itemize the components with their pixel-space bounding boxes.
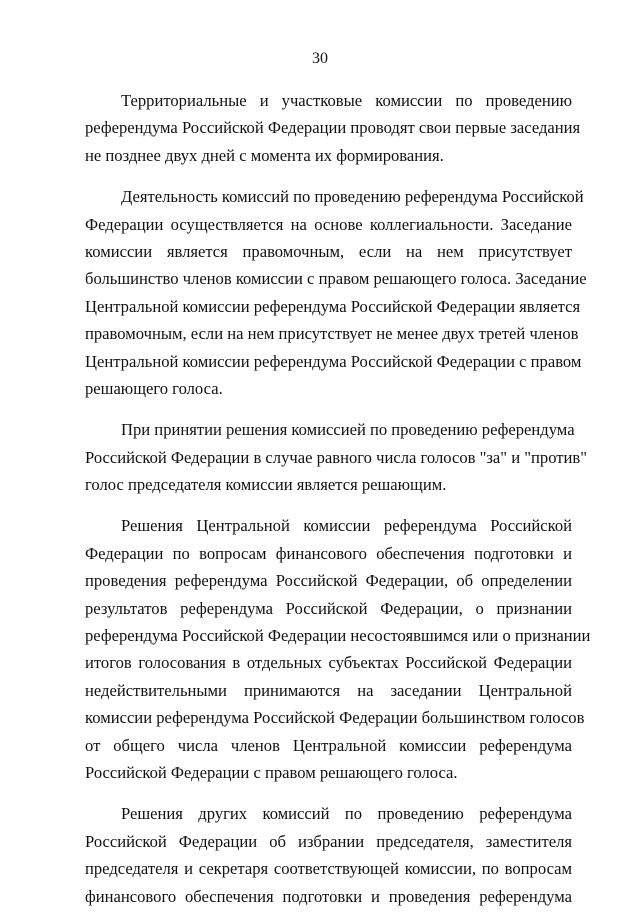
text-line: итогов голосования в отдельных субъектах Российской Федерации	[85, 653, 572, 673]
text-line: референдума Российской Федерации проводят свои первые заседания	[85, 118, 581, 138]
page-number: 30	[312, 50, 328, 67]
text-line: не позднее двух дней с момента их формирования.	[85, 145, 444, 165]
text-line: большинство членов комиссии с правом решающего голоса. Заседание	[85, 269, 587, 289]
text-line: Российской Федерации об избрании председателя, заместителя	[85, 831, 572, 851]
text-line: Федерации по вопросам финансового обеспечения подготовки и	[85, 543, 572, 563]
paragraph-tie-vote	[85, 416, 588, 498]
text-line: Центральной комиссии референдума Российской Федерации является	[85, 296, 581, 316]
text-line: комиссии референдума Российской Федерации большинством голосов	[85, 708, 585, 728]
text-line: правомочным, если на нем присутствует не менее двух третей членов	[85, 324, 579, 344]
text-line: финансового обеспечения подготовки и проведения референдума	[85, 886, 572, 906]
text-line: от общего числа членов Центральной комиссии референдума	[85, 735, 572, 755]
text-line: недействительными принимаются на заседании Центральной	[85, 680, 572, 700]
text-line: проведения референдума Российской Федерации, об определении	[85, 571, 572, 591]
text-line: При принятии решения комиссией по проведению референдума	[121, 420, 575, 440]
text-line: референдума Российской Федерации несостоявшимся или о признании	[85, 626, 591, 646]
paragraph-commission-first-meetings	[85, 87, 581, 169]
text-line: Федерации осуществляется на основе коллегиальности. Заседание	[85, 214, 572, 234]
text-line: решающего голоса.	[85, 378, 223, 398]
paragraph-other-commissions-decisions	[85, 800, 572, 910]
text-line: Решения Центральной комиссии референдума Российской	[121, 516, 572, 536]
paragraph-central-commission-decisions	[85, 512, 591, 786]
text-line: голос председателя комиссии является решающим.	[85, 475, 447, 495]
document-body	[85, 87, 591, 924]
text-line: Российской Федерации в случае равного числа голосов "за" и "против"	[85, 447, 588, 467]
text-line: комиссии является правомочным, если на нем присутствует	[85, 241, 572, 261]
text-line: Решения других комиссий по проведению референдума	[121, 804, 572, 824]
text-line: результатов референдума Российской Федерации, о признании	[85, 598, 572, 618]
text-line: председателя и секретаря соответствующей комиссии, по вопросам	[85, 859, 572, 879]
paragraph-collegiality	[85, 183, 587, 402]
text-line: Центральной комиссии референдума Российской Федерации с правом	[85, 351, 582, 371]
text-line: Территориальные и участковые комиссии по проведению	[121, 91, 572, 110]
text-line: Деятельность комиссий по проведению референдума Российской	[121, 187, 584, 207]
text-line: Российской Федерации с правом решающего голоса.	[85, 762, 458, 782]
